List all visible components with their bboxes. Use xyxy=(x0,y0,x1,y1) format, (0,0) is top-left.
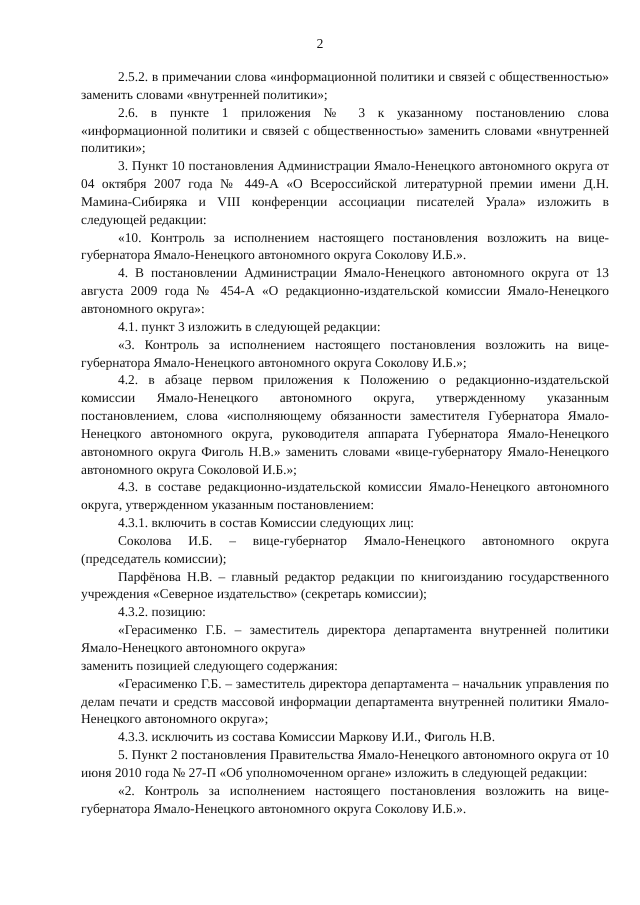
paragraph: 4.3.3. исключить из состава Комиссии Маркову И.И., Фиголь Н.В. xyxy=(118,729,496,745)
paragraph: 4.3. в составе редакционно-издательской комиссии Ямало-Ненецкого автономного округа, утвержденном указанным постановлением: xyxy=(81,479,609,513)
paragraph: Соколова И.Б. – вице-губернатор Ямало-Ненецкого автономного округа (председатель комиссии); xyxy=(81,532,609,566)
paragraph: заменить позицией следующего содержания: xyxy=(81,657,338,673)
document-body xyxy=(81,68,609,817)
paragraph: «3. Контроль за исполнением настоящего постановления возложить на вице-губернатора Ямало-Ненецкого автономного округа Соколову И.Б.»; xyxy=(81,336,609,370)
paragraph: «10. Контроль за исполнением настоящего постановления возложить на вице-губернатора Ямало-Ненецкого автономного округа Соколову И.Б.». xyxy=(81,229,609,263)
paragraph: Парфёнова Н.В. – главный редактор редакции по книгоизданию государственного учреждения «Северное издательство» (секретарь комиссии); xyxy=(81,568,609,602)
paragraph: 3. Пункт 10 постановления Администрации Ямало-Ненецкого автономного округа от 04 октября 2007 года № 449-А «О Всероссийской литературной премии имени Д.Н. Мамина-Сибиряка и VIII конференции ассоциации писателей Урала» изложить в следующей редакции: xyxy=(81,158,609,227)
paragraph: 4.3.1. включить в состав Комиссии следующих лиц: xyxy=(118,515,414,531)
page-number: 2 xyxy=(316,36,324,51)
paragraph: 4. В постановлении Администрации Ямало-Ненецкого автономного округа от 13 августа 2009 года № 454-А «О редакционно-издательской комиссии Ямало-Ненецкого автономного округа»: xyxy=(81,265,609,316)
paragraph: 4.1. пункт 3 изложить в следующей редакции: xyxy=(118,318,381,334)
paragraph: «Герасименко Г.Б. – заместитель директора департамента – начальник управления по делам печати и средств массовой информации департамента внутренней политики Ямало-Ненецкого автономного округа»; xyxy=(81,675,609,727)
paragraph: 4.3.2. позицию: xyxy=(118,604,206,620)
paragraph: «2. Контроль за исполнением настоящего постановления возложить на вице-губернатора Ямало-Ненецкого автономного округа Соколову И.Б.». xyxy=(81,782,609,816)
paragraph: 4.2. в абзаце первом приложения к Положению о редакционно-издательской комиссии Ямало-Ненецкого автономного округа, утвержденному указанным постановлением, слова «исполняющему обязанности заместителя Губернатора Ямало-Ненецкого автономного округа, руководителя аппарата Губернатора Ямало-Ненецкого автономного округа Фиголь Н.В.» заменить словами «вице-губернатору Ямало-Ненецкого автономного округа Соколовой И.Б.»; xyxy=(81,372,609,477)
paragraph: 2.6. в пункте 1 приложения № 3 к указанному постановлению слова «информационной политики и связей с общественностью» заменить словами «внутренней политики»; xyxy=(81,104,609,156)
paragraph: 5. Пункт 2 постановления Правительства Ямало-Ненецкого автономного округа от 10 июня 2010 года № 27-П «Об уполномоченном органе» изложить в следующей редакции: xyxy=(81,747,609,780)
paragraph: 2.5.2. в примечании слова «информационной политики и связей с общественностью» заменить словами «внутренней политики»; xyxy=(81,69,609,102)
paragraph: «Герасименко Г.Б. – заместитель директора департамента внутренней политики Ямало-Ненецкого автономного округа» xyxy=(81,622,609,655)
